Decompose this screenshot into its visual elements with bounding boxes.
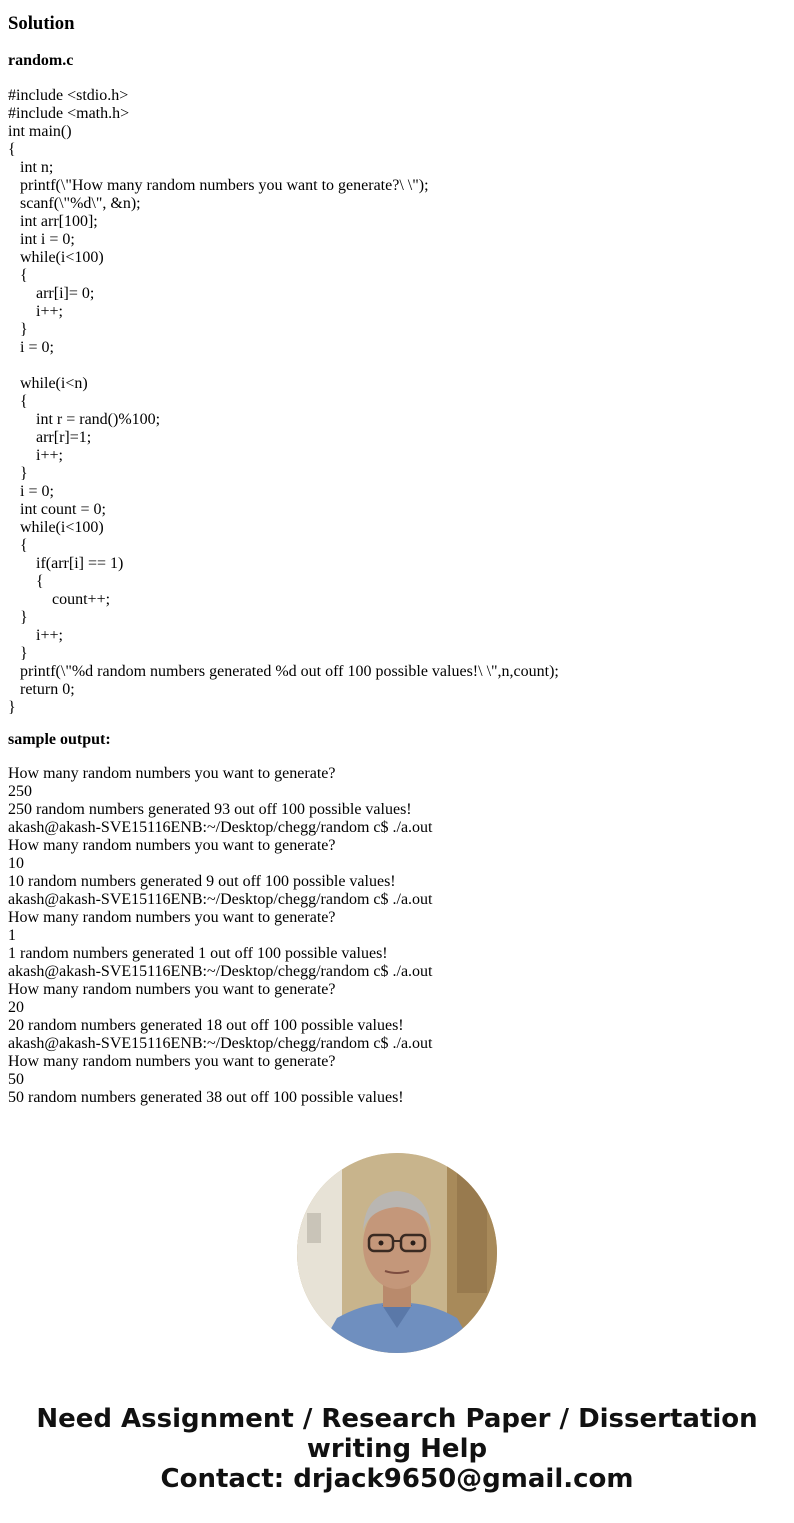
code-line: int r = rand()%100; xyxy=(8,411,161,428)
code-line: arr[r]=1; xyxy=(8,429,92,446)
output-line: akash@akash-SVE15116ENB:~/Desktop/chegg/random c$ ./a.out xyxy=(8,891,433,908)
output-line: 1 xyxy=(8,927,16,944)
code-line: int main() xyxy=(8,123,72,140)
sample-output-heading: sample output: xyxy=(8,731,111,748)
file-name-heading: random.c xyxy=(8,52,74,69)
sample-output-listing xyxy=(8,765,433,1107)
output-line: 20 random numbers generated 18 out off 100 possible values! xyxy=(8,1017,404,1034)
code-line: int i = 0; xyxy=(8,231,75,248)
output-line: How many random numbers you want to generate? xyxy=(8,1053,336,1070)
code-listing xyxy=(8,87,559,717)
banner-contact-line: Contact: drjack9650@gmail.com xyxy=(160,1464,634,1494)
code-line: if(arr[i] == 1) xyxy=(8,555,124,572)
code-line: { xyxy=(8,393,28,410)
code-line: int n; xyxy=(8,159,54,176)
code-line xyxy=(8,357,559,375)
code-line: i++; xyxy=(8,447,63,464)
banner-line-2: writing Help xyxy=(306,1434,488,1464)
code-line: #include <stdio.h> xyxy=(8,87,129,104)
output-line: 10 xyxy=(8,855,24,872)
code-line: i = 0; xyxy=(8,483,54,500)
code-line: printf(\"%d random numbers generated %d out off 100 possible values!\ \",n,count); xyxy=(8,663,559,680)
contact-banner xyxy=(0,1404,794,1494)
code-line: count++; xyxy=(8,591,111,608)
output-line: akash@akash-SVE15116ENB:~/Desktop/chegg/random c$ ./a.out xyxy=(8,819,433,836)
author-photo xyxy=(297,1153,497,1353)
code-line: printf(\"How many random numbers you want to generate?\ \"); xyxy=(8,177,429,194)
code-line: } xyxy=(8,465,28,482)
code-line: } xyxy=(8,699,16,716)
code-line: i = 0; xyxy=(8,339,54,356)
solution-heading: Solution xyxy=(8,13,75,34)
code-line: while(i<100) xyxy=(8,519,104,536)
code-line: { xyxy=(8,537,28,554)
output-line: 250 xyxy=(8,783,32,800)
code-line: i++; xyxy=(8,627,63,644)
code-line: { xyxy=(8,141,16,158)
output-line: 20 xyxy=(8,999,24,1016)
code-line: int arr[100]; xyxy=(8,213,98,230)
output-line: How many random numbers you want to generate? xyxy=(8,765,336,782)
solution-document xyxy=(8,0,786,1106)
person-portrait-icon xyxy=(297,1153,497,1353)
output-line: akash@akash-SVE15116ENB:~/Desktop/chegg/random c$ ./a.out xyxy=(8,963,433,980)
output-line: 1 random numbers generated 1 out off 100 possible values! xyxy=(8,945,388,962)
code-line: arr[i]= 0; xyxy=(8,285,95,302)
code-line: while(i<100) xyxy=(8,249,104,266)
code-line: int count = 0; xyxy=(8,501,106,518)
code-line: } xyxy=(8,609,28,626)
output-line: 50 random numbers generated 38 out off 100 possible values! xyxy=(8,1089,404,1106)
code-line: } xyxy=(8,645,28,662)
output-line: How many random numbers you want to generate? xyxy=(8,981,336,998)
code-line: while(i<n) xyxy=(8,375,88,392)
banner-line-1: Need Assignment / Research Paper / Dissertation xyxy=(36,1404,758,1434)
output-line: akash@akash-SVE15116ENB:~/Desktop/chegg/random c$ ./a.out xyxy=(8,1035,433,1052)
code-line: { xyxy=(8,267,28,284)
code-line: #include <math.h> xyxy=(8,105,130,122)
code-line: { xyxy=(8,573,44,590)
output-line: 250 random numbers generated 93 out off 100 possible values! xyxy=(8,801,412,818)
code-line: i++; xyxy=(8,303,63,320)
output-line: 10 random numbers generated 9 out off 100 possible values! xyxy=(8,873,396,890)
code-line: } xyxy=(8,321,28,338)
output-line: How many random numbers you want to generate? xyxy=(8,837,336,854)
output-line: 50 xyxy=(8,1071,24,1088)
code-line: return 0; xyxy=(8,681,75,698)
output-line: How many random numbers you want to generate? xyxy=(8,909,336,926)
code-line: scanf(\"%d\", &n); xyxy=(8,195,141,212)
